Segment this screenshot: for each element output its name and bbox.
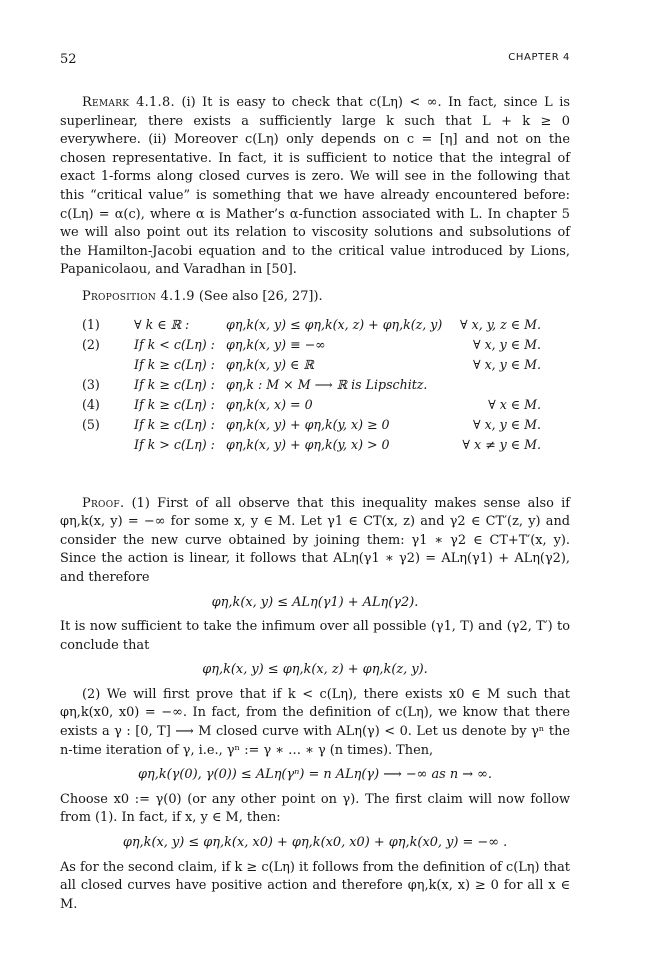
running-header [60,52,570,68]
row-quantifier: ∀ x ≠ y ∈ M. [462,437,542,453]
page-number: 52 [60,52,77,67]
row-condition: If k ≥ c(Lη) : [134,377,215,393]
row-quantifier: ∀ x ∈ M. [488,397,542,413]
row-quantifier [460,375,541,395]
proof-label: Proof. [82,495,125,511]
row-statement: φη,k(x, y) + φη,k(y, x) > 0 [226,437,390,453]
proof-paragraph-4: Choose x0 := γ(0) (or any other point on γ). The first claim will now follow from (1). In fact, if x, y ∈ M, then: [60,791,570,826]
proposition-label: Proposition 4.1.9 [82,288,195,304]
spacer [60,280,570,288]
row-statement: φη,k(x, y) + φη,k(y, x) ≥ 0 [226,417,390,433]
proof-paragraph-1 [60,495,570,588]
remark-text: (i) It is easy to check that c(Lη) < ∞. In fact, since L is superlinear, there exists a sufficiently large k such that L + k ≥ 0 everywhere. (ii) Moreover c(Lη) only depends on c = [η] and not on the chosen representative. In fact, it is sufficient to notice that the integral of exact 1-forms along closed curves is zero. We will see in the following that this “critical value” is something that we have already encountered before: c(Lη) = α(c), where α is Mather’s α-function associated with L. In chapter 5 we will also point out its relation to viscosity solutions and subsolutions of the Hamilton-Jacobi equation and to the critical value introduced by Lions, Papanicolaou, and Varadhan in [50]. [60,95,570,278]
proof-paragraph-3: (2) We will first prove that if k < c(Lη), there exists x0 ∈ M such that φη,k(x0, x0) = −∞. In fact, from the definition of c(Lη), we know that there exists a γ : [0, T] ⟶ M closed curve with ALη(γ) < 0. Let us denote by γⁿ the n-time iteration of γ, i.e., γⁿ := γ ∗ … ∗ γ (n times). Then, [60,686,570,758]
proposition-row [82,435,541,455]
row-statement: φη,k(x, y) ∈ ℝ [226,357,314,373]
row-condition: If k ≥ c(Lη) : [134,417,215,433]
spacer [60,455,570,495]
proposition-row [82,355,541,375]
proposition-row [82,375,541,395]
row-condition: If k ≥ c(Lη) : [134,397,215,413]
proposition-row [82,315,541,335]
row-quantifier: ∀ x, y ∈ M. [472,417,542,433]
row-number [82,355,134,375]
page-body [60,94,570,914]
row-condition: If k > c(Lη) : [134,437,215,453]
row-number: (5) [82,417,100,433]
remark-paragraph [60,94,570,280]
row-statement: φη,k(x, x) = 0 [226,397,313,413]
row-number: (4) [82,397,100,413]
proposition-statements [82,315,541,455]
row-quantifier: ∀ x, y ∈ M. [472,357,542,373]
row-statement: φη,k : M × M ⟶ ℝ is Lipschitz. [226,377,428,393]
row-condition: If k ≥ c(Lη) : [134,357,215,373]
equation-3: φη,k(γ(0), γ(0)) ≤ ALη(γⁿ) = n ALη(γ) ⟶ −∞ as n → ∞. [137,767,492,783]
row-statement: φη,k(x, y) ≡ −∞ [226,337,326,353]
proof-text-1: (1) First of all observe that this inequality makes sense also if φη,k(x, y) = −∞ for some x, y ∈ M. Let γ1 ∈ CT(x, z) and γ2 ∈ CT′(z, y) and consider the new curve obtained by joining them: γ1 ∗ γ2 ∈ CT+T′(x, y). Since the action is linear, it follows that ALη(γ1 ∗ γ2) = ALη(γ1) + ALη(γ2), and therefore [60,495,570,585]
equation-2: φη,k(x, y) ≤ φη,k(x, z) + φη,k(z, y). [202,662,428,678]
row-condition: ∀ k ∈ ℝ : [134,317,190,333]
row-number: (1) [82,317,100,333]
row-quantifier: ∀ x, y ∈ M. [472,337,542,353]
row-statement: φη,k(x, y) ≤ φη,k(x, z) + φη,k(z, y) [226,317,443,333]
remark-label: Remark 4.1.8. [82,95,175,110]
proof-paragraph-5: As for the second claim, if k ≥ c(Lη) it follows from the definition of c(Lη) that all closed curves have positive action and therefore φη,k(x, x) ≥ 0 for all x ∈ M. [60,859,570,912]
row-condition: If k < c(Lη) : [134,337,215,353]
proposition-row [82,415,541,435]
row-number: (2) [82,337,100,353]
equation-4: φη,k(x, y) ≤ φη,k(x, x0) + φη,k(x0, x0) + φη,k(x0, y) = −∞ . [122,835,508,851]
proposition-row [82,335,541,355]
row-quantifier: ∀ x, y, z ∈ M. [460,317,542,333]
chapter-title: CHAPTER 4 [508,52,570,63]
proposition-row [82,395,541,415]
proof-paragraph-2: It is now sufficient to take the infimum over all possible (γ1, T) and (γ2, T′) to conclude that [60,619,570,653]
row-number [82,435,134,455]
row-number: (3) [82,377,100,393]
proposition-heading [60,288,570,307]
equation-1: φη,k(x, y) ≤ ALη(γ1) + ALη(γ2). [211,594,419,610]
proposition-citation: (See also [26, 27]). [198,288,323,304]
